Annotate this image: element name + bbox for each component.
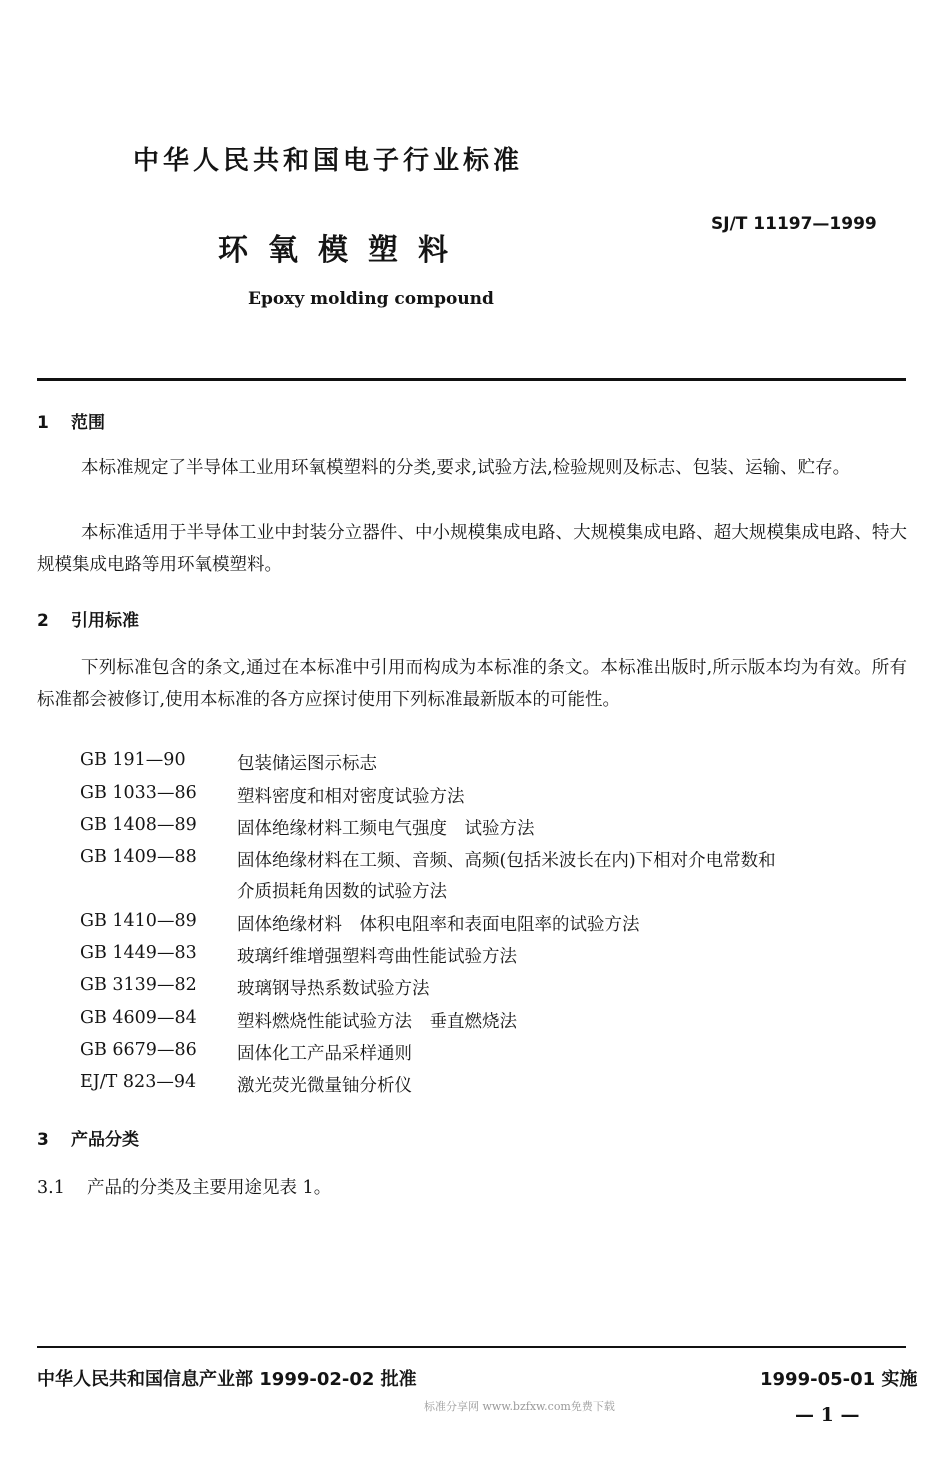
english-subtitle: Epoxy molding compound bbox=[248, 289, 494, 309]
reference-code: GB 1449—83 bbox=[80, 943, 197, 963]
document-title: 环氧模塑料 bbox=[218, 233, 468, 268]
issuing-body-title: 中华人民共和国电子行业标准 bbox=[133, 146, 524, 176]
reference-code: GB 1408—89 bbox=[80, 815, 197, 835]
section-2-heading bbox=[37, 606, 139, 631]
section-1-paragraph-2: 本标准适用于半导体工业中封装分立器件、中小规模集成电路、大规模集成电路、超大规模集成电路、特大规模集成电路等用环氧模塑料。 bbox=[37, 523, 907, 575]
section-number: 2 bbox=[37, 611, 49, 631]
clause-text: 产品的分类及主要用途见表 1。 bbox=[87, 1178, 332, 1198]
reference-code: GB 4609—84 bbox=[80, 1008, 197, 1028]
reference-title: 固体绝缘材料在工频、音频、高频(包括米波长在内)下相对介电常数和 bbox=[237, 851, 776, 871]
reference-title: 固体绝缘材料 体积电阻率和表面电阻率的试验方法 bbox=[237, 915, 640, 935]
reference-title-continued: 介质损耗角因数的试验方法 bbox=[237, 882, 447, 902]
reference-title: 玻璃钢导热系数试验方法 bbox=[237, 979, 430, 999]
reference-code: GB 1409—88 bbox=[80, 847, 197, 867]
clause-number: 3.1 bbox=[37, 1178, 65, 1198]
reference-title: 固体绝缘材料工频电气强度 试验方法 bbox=[237, 819, 535, 839]
implementation-date: 1999-05-01 实施 bbox=[760, 1369, 918, 1390]
section-1-heading bbox=[37, 408, 105, 433]
reference-title: 固体化工产品采样通则 bbox=[237, 1044, 412, 1064]
clause-3-1 bbox=[37, 1174, 331, 1199]
approval-line: 中华人民共和国信息产业部 1999-02-02 批准 bbox=[37, 1369, 417, 1390]
reference-code: GB 3139—82 bbox=[80, 975, 197, 995]
section-number: 3 bbox=[37, 1130, 49, 1150]
reference-title: 玻璃纤维增强塑料弯曲性能试验方法 bbox=[237, 947, 517, 967]
section-title: 引用标准 bbox=[71, 611, 139, 631]
footer-divider bbox=[37, 1346, 906, 1348]
standard-number: SJ/T 11197—1999 bbox=[711, 214, 877, 234]
reference-code: GB 6679—86 bbox=[80, 1040, 197, 1060]
reference-title: 激光荧光微量铀分析仪 bbox=[237, 1076, 412, 1096]
section-1-paragraph-1: 本标准规定了半导体工业用环氧模塑料的分类,要求,试验方法,检验规则及标志、包装、运输、贮存。 bbox=[81, 458, 851, 478]
section-title: 范围 bbox=[71, 413, 105, 433]
section-2-paragraph: 下列标准包含的条文,通过在本标准中引用而构成为本标准的条文。本标准出版时,所示版本均为有效。所有标准都会被修订,使用本标准的各方应探讨使用下列标准最新版本的可能性。 bbox=[37, 658, 907, 710]
page-number: — 1 — bbox=[795, 1404, 860, 1426]
section-number: 1 bbox=[37, 413, 49, 433]
reference-code: GB 1410—89 bbox=[80, 911, 197, 931]
reference-title: 塑料密度和相对密度试验方法 bbox=[237, 787, 465, 807]
reference-code: GB 191—90 bbox=[80, 750, 186, 770]
reference-title: 包装储运图示标志 bbox=[237, 754, 377, 774]
watermark: 标准分享网 www.bzfxw.com免费下载 bbox=[424, 1400, 615, 1413]
section-3-heading bbox=[37, 1125, 139, 1150]
reference-code: GB 1033—86 bbox=[80, 783, 197, 803]
reference-title: 塑料燃烧性能试验方法 垂直燃烧法 bbox=[237, 1012, 517, 1032]
header-divider bbox=[37, 378, 906, 381]
section-title: 产品分类 bbox=[71, 1130, 139, 1150]
reference-code: EJ/T 823—94 bbox=[80, 1072, 197, 1092]
